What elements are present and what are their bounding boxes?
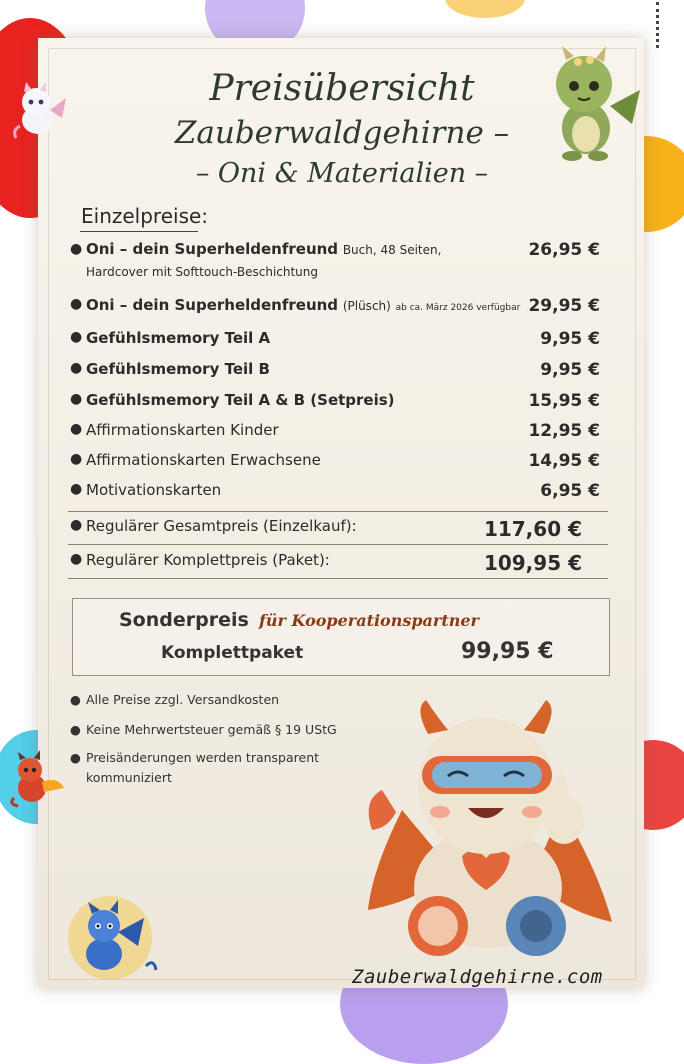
offer-price: 99,95 € (461, 639, 554, 664)
bullet: ● (70, 329, 83, 345)
red-dragon-icon (4, 748, 66, 810)
item-price: 6,95 € (540, 481, 600, 501)
note-item (70, 690, 370, 710)
item-name: Motivationskarten (86, 481, 222, 499)
item-price: 14,95 € (528, 451, 600, 471)
item-detail-2: Hardcover mit Softtouch-Beschichtung (86, 265, 319, 279)
bullet: ● (70, 451, 83, 467)
total-label: Regulärer Komplettpreis (Paket): (86, 551, 330, 569)
page-subtitle-2: – Oni & Materialien – (195, 158, 489, 189)
section-heading: Einzelpreise: (81, 204, 209, 228)
bullet: ● (70, 296, 83, 312)
offer-title: Sonderpreis (119, 609, 249, 631)
item-price: 9,95 € (540, 360, 600, 380)
item-price: 15,95 € (528, 391, 600, 411)
item-name: Oni – dein Superheldenfreund (86, 296, 339, 314)
total-price: 109,95 € (483, 551, 582, 575)
item-price: 9,95 € (540, 329, 600, 349)
bullet: ● (70, 360, 83, 376)
item-detail: Buch, 48 Seiten, (342, 243, 442, 257)
yellow-bubble-top (445, 0, 525, 18)
note-item (70, 748, 360, 788)
total-price: 117,60 € (483, 517, 582, 541)
bullet: ● (70, 722, 81, 737)
bullet: ● (70, 481, 83, 497)
note-text: Preisänderungen werden transparent kommuniziert (86, 750, 320, 785)
offer-label: Komplettpaket (161, 643, 304, 663)
price-row (70, 240, 600, 284)
divider (68, 511, 608, 512)
item-price: 29,95 € (528, 296, 600, 316)
item-name: Affirmationskarten Kinder (86, 421, 279, 439)
blue-dragon-icon (60, 892, 160, 982)
total-label: Regulärer Gesamtpreis (Einzelkauf): (86, 517, 357, 535)
bullet: ● (70, 551, 83, 567)
item-detail: (Plüsch) (342, 299, 391, 313)
price-row (70, 296, 600, 318)
divider (68, 544, 608, 545)
item-name: Gefühlsmemory Teil A (86, 329, 271, 347)
page-subtitle: Zauberwaldgehirne – (174, 115, 510, 151)
dotted-line-right (656, 2, 662, 48)
website-link[interactable]: Zauberwaldgehirne.com (352, 966, 603, 988)
bullet: ● (70, 421, 83, 437)
offer-highlight: für Kooperationspartner (259, 611, 479, 630)
item-name: Oni – dein Superheldenfreund (86, 240, 339, 258)
item-price: 26,95 € (528, 240, 600, 260)
oni-mascot-icon (362, 700, 618, 962)
bullet: ● (70, 750, 81, 765)
page-title: Preisübersicht (209, 68, 475, 109)
note-text: Alle Preise zzgl. Versandkosten (86, 692, 280, 707)
section-underline (80, 231, 198, 232)
divider (68, 578, 608, 579)
bullet: ● (70, 391, 83, 407)
item-price: 12,95 € (528, 421, 600, 441)
item-name: Gefühlsmemory Teil A & B (Setpreis) (86, 391, 395, 409)
bullet: ● (70, 517, 83, 533)
note-text: Keine Mehrwertsteuer gemäß § 19 UStG (86, 722, 337, 737)
note-item (70, 720, 370, 740)
bullet: ● (70, 241, 83, 257)
item-name: Gefühlsmemory Teil B (86, 360, 270, 378)
special-offer-box (72, 598, 610, 676)
availability-note: ab ca. März 2026 verfügbar (395, 303, 521, 313)
item-name: Affirmationskarten Erwachsene (86, 451, 321, 469)
bullet: ● (70, 692, 81, 707)
